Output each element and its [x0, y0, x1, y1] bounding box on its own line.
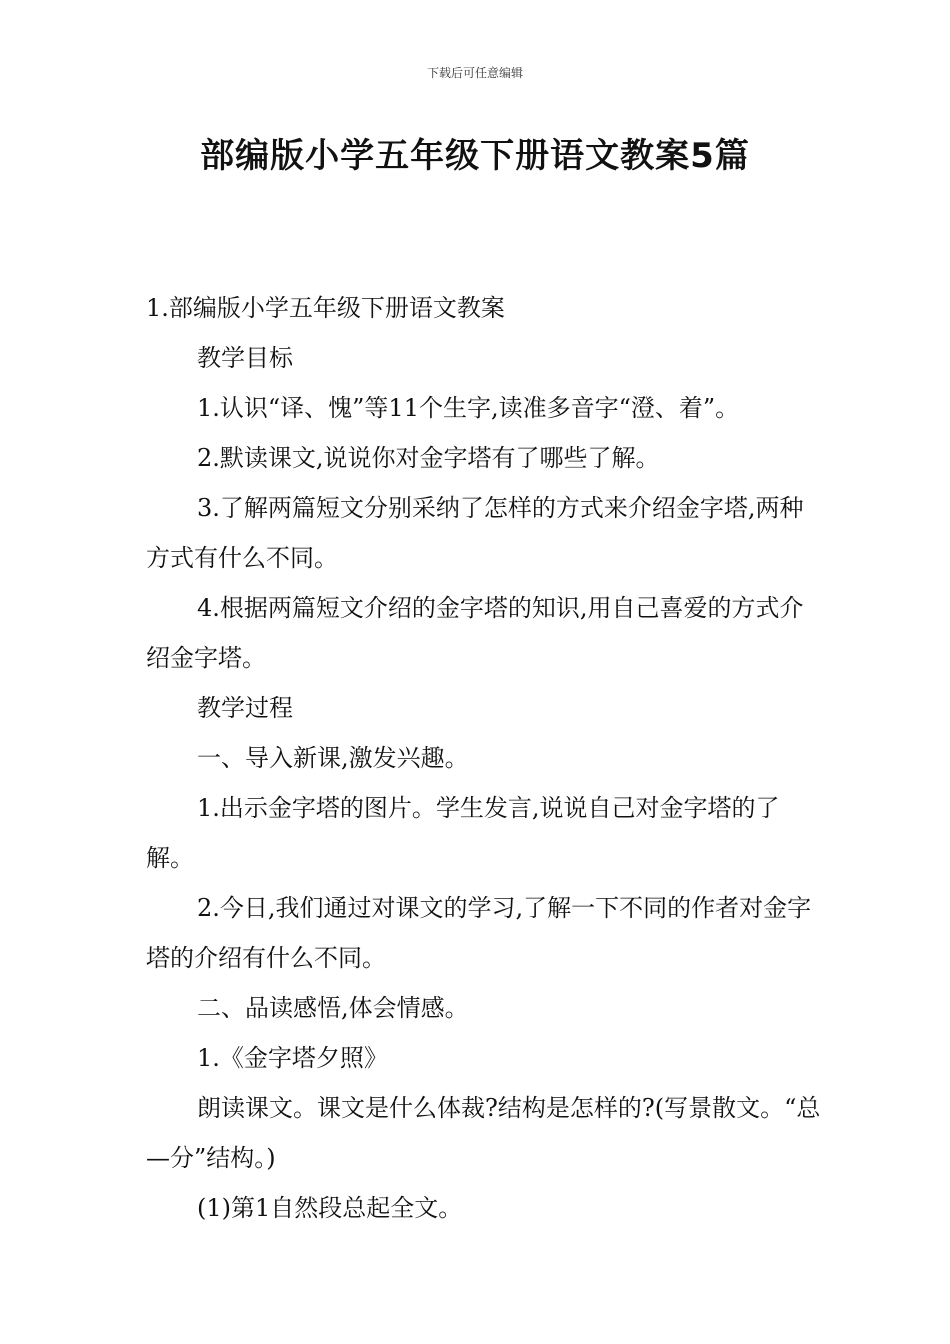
paragraph: (1)第1自然段总起全文。: [197, 1194, 463, 1222]
paragraph: 教学过程: [197, 694, 293, 722]
paragraph: 一、导入新课,激发兴趣。: [197, 744, 469, 772]
paragraph: 教学目标: [197, 344, 293, 372]
paragraph: 1.出示金字塔的图片。学生发言,说说自己对金字塔的了解。: [146, 794, 780, 872]
section-heading: 1.部编版小学五年级下册语文教案: [146, 294, 505, 322]
document-title: 部编版小学五年级下册语文教案5篇: [200, 136, 750, 176]
paragraph: 1.认识“译、愧”等11个生字,读准多音字“澄、着”。: [197, 394, 740, 422]
paragraph: 朗读课文。课文是什么体裁?结构是怎样的?(写景散文。“总—分”结构。): [146, 1094, 821, 1172]
header-note: 下载后可任意编辑: [426, 66, 523, 80]
paragraph: 2.今日,我们通过对课文的学习,了解一下不同的作者对金字塔的介绍有什么不同。: [146, 894, 812, 972]
paragraph: 二、品读感悟,体会情感。: [197, 994, 469, 1022]
paragraph: 4.根据两篇短文介绍的金字塔的知识,用自己喜爱的方式介绍金字塔。: [146, 594, 804, 672]
paragraph: 1.《金字塔夕照》: [197, 1044, 388, 1072]
document-body: [146, 283, 826, 1233]
paragraph: 3.了解两篇短文分别采纳了怎样的方式来介绍金字塔,两种方式有什么不同。: [146, 494, 804, 572]
paragraph: 2.默读课文,说说你对金字塔有了哪些了解。: [197, 444, 660, 472]
